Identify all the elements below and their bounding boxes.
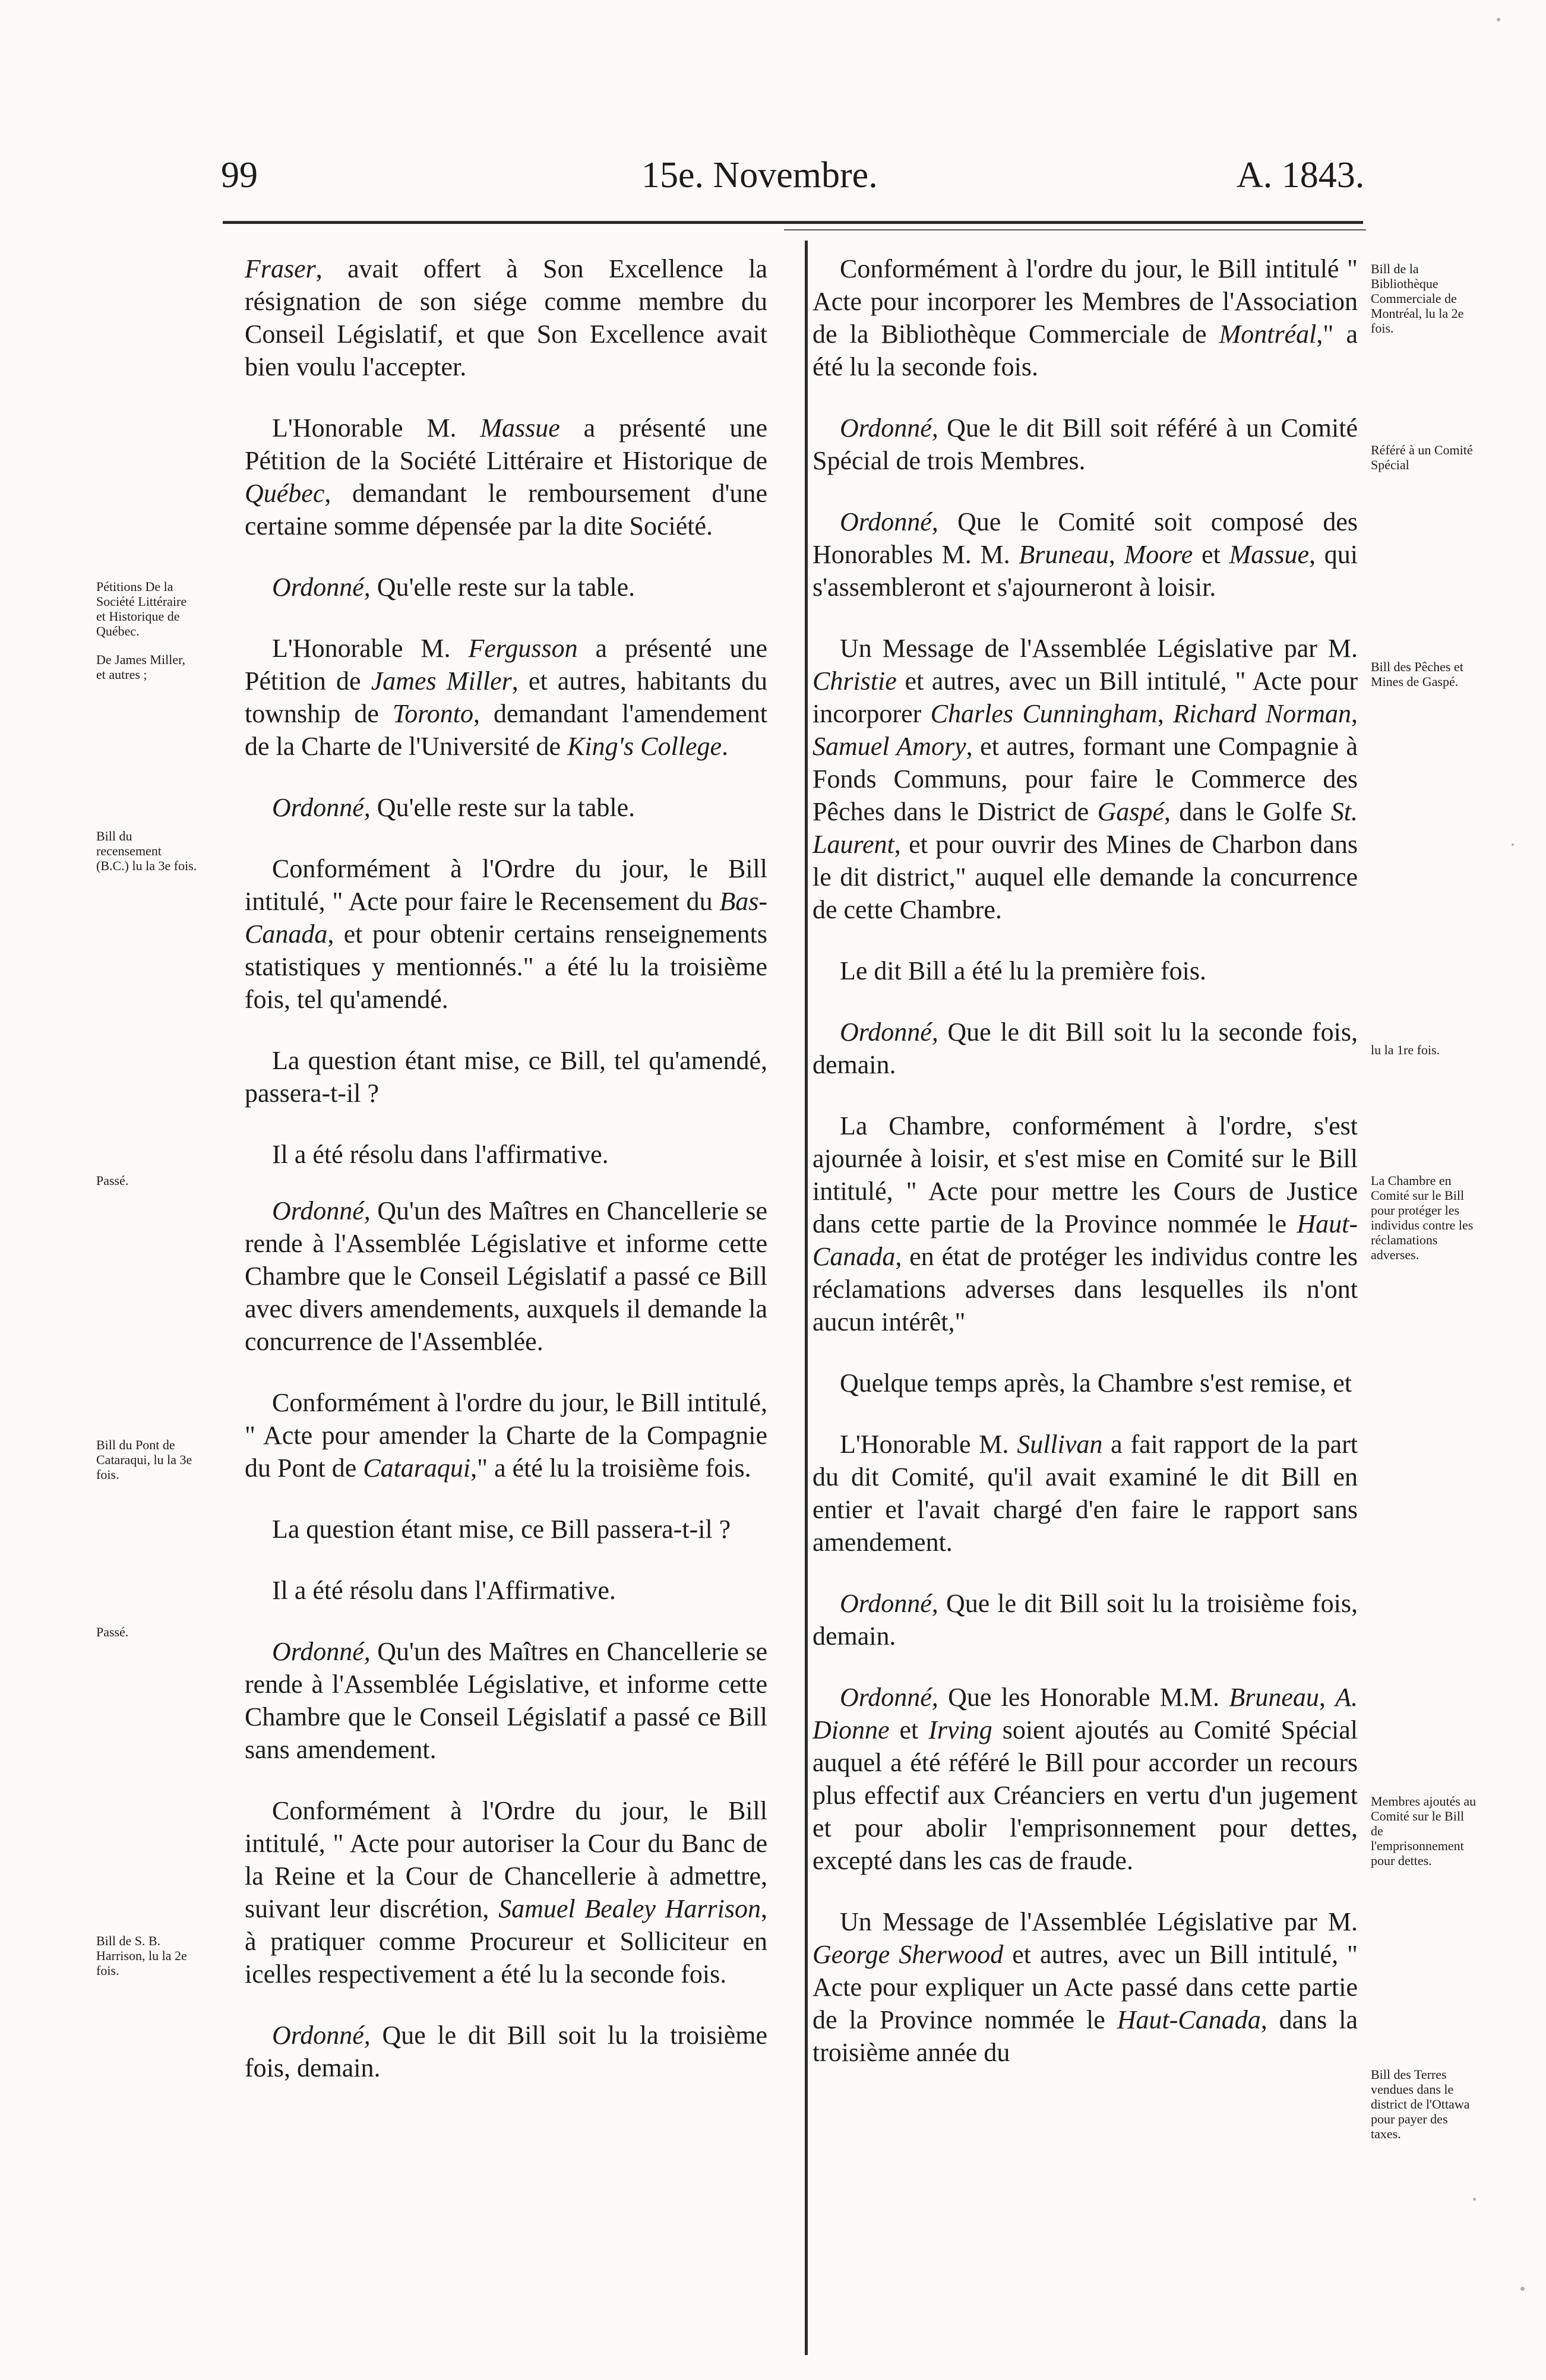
italic-text: Montréal (1219, 320, 1317, 349)
text-run: et autres, avec un Bill intitulé, " Acte pour incorporer (812, 666, 1358, 728)
italic-text: George Sherwood (812, 1940, 1004, 1969)
scan-speck (1497, 18, 1500, 21)
text-run: , demandant l'amendement de la Charte de l'Université de (245, 699, 767, 761)
text-run: , dans la troisième année du (812, 2005, 1358, 2067)
header-rule (223, 221, 1363, 224)
paragraph (245, 852, 767, 1016)
margin-note-right: Bill des Pêches et Mines de Gaspé. (1371, 659, 1463, 689)
paragraph (245, 632, 767, 763)
paragraph (245, 1194, 767, 1358)
paragraph (245, 1513, 767, 1545)
paragraph (812, 1110, 1358, 1338)
italic-text: Christie (812, 666, 897, 696)
text-run: soient ajoutés au Comité Spécial auquel a été référé le Bill pour accorder un recours plus effectif aux Créanciers en vertu d'un jugement et pour abolir l'emprisonnement pour dettes, excepté dans les cas de fraude. (812, 1715, 1358, 1875)
italic-text: Toronto (392, 699, 474, 728)
text-run: Que le dit Bill soit lu la troisième fois, demain. (812, 1589, 1358, 1651)
text-run: et autres, avec un Bill intitulé, " Acte pour expliquer un Acte passé dans cette partie de la Province nommée le (812, 1940, 1358, 2034)
margin-note-right: lu la 1re fois. (1371, 1042, 1440, 1057)
paragraph (245, 571, 767, 603)
text-run: Conformément à l'Ordre du jour, le Bill intitulé, " Acte pour faire le Recensement du (245, 854, 767, 916)
italic-text: Ordonné, (272, 573, 371, 602)
margin-note-left: Passé. (96, 1173, 129, 1188)
text-run: La question étant mise, ce Bill passera-t-il ? (272, 1515, 731, 1544)
text-run: L'Honorable M. (272, 413, 480, 443)
italic-text: King's College (567, 732, 722, 761)
text-run: a présenté une Pétition de (245, 634, 767, 696)
text-run: La question étant mise, ce Bill, tel qu'amendé, passera-t-il ? (245, 1046, 767, 1108)
italic-text: Ordonné, (840, 507, 938, 536)
text-run: et (1193, 540, 1229, 569)
paragraph (245, 252, 767, 383)
text-run: , et pour ouvrir des Mines de Charbon dans le dit district," auquel elle demande la concurrence de cette Chambre. (812, 830, 1358, 924)
italic-text: Samuel Bealey Harrison (498, 1894, 761, 1923)
text-run: Quelque temps après, la Chambre s'est remise, et (840, 1368, 1352, 1398)
text-run: , et pour obtenir certains renseignements statistiques y mentionnés." a été lu la troisième fois, tel qu'amendé. (245, 919, 767, 1014)
text-run: , dans le Golfe (1164, 797, 1331, 826)
scan-speck (1473, 2198, 1476, 2201)
paragraph (245, 1138, 767, 1171)
text-run: ," a été lu la seconde fois. (812, 320, 1358, 381)
text-run: , à pratiquer comme Procureur et Solliciteur en icelles respectivement a été lu la seconde fois. (245, 1894, 768, 1989)
text-run: , demandant le remboursement d'une certaine somme dépensée par la dite Société. (245, 479, 767, 541)
text-run: Que le Comité soit composé des Honorables M. M. (812, 507, 1358, 569)
margin-note-left: Bill du Pont de Cataraqui, lu la 3e fois. (96, 1437, 192, 1482)
italic-text: Ordonné, (272, 1637, 371, 1666)
italic-text: Massue (1229, 540, 1310, 569)
text-run: , et autres, habitants du township de (245, 666, 767, 728)
text-run: Qu'elle reste sur la table. (370, 793, 636, 822)
text-run: Conformément à l'ordre du jour, le Bill intitulé, " Acte pour amender la Charte de la Compagnie du Pont de (245, 1388, 767, 1483)
text-run: Il a été résolu dans l'Affirmative. (272, 1576, 616, 1605)
text-run: Conformément à l'Ordre du jour, le Bill intitulé, " Acte pour autoriser la Cour du Banc de la Reine et la Cour de Chancellerie à admettre, suivant leur discrétion, (245, 1796, 767, 1923)
paragraph (812, 1428, 1358, 1559)
paragraph (812, 1587, 1358, 1652)
italic-text: Bruneau (1229, 1683, 1319, 1712)
margin-note-left: Pétitions De la Société Littéraire et Historique de Québec. (96, 579, 187, 639)
paragraph (245, 1574, 767, 1607)
margin-note-left: Bill du recensement (B.C.) lu la 3e fois. (96, 829, 197, 873)
italic-text: Ordonné, (272, 793, 371, 822)
margin-note-left: De James Miller, et autres ; (96, 652, 186, 682)
text-run: , et autres, formant une Compagnie à Fonds Communs, pour faire le Commerce des Pêches dans le District de (812, 732, 1358, 826)
paragraph (245, 1794, 767, 1990)
paragraph (812, 1367, 1358, 1399)
italic-text: Cataraqui (363, 1453, 471, 1483)
text-run: Que les Honorable M.M. (938, 1683, 1229, 1712)
margin-note-right: Bill de la Bibliothèque Commerciale de Montréal, lu la 2e fois. (1371, 261, 1464, 336)
italic-text: Ordonné, (840, 1683, 938, 1712)
left-column (245, 252, 767, 2108)
text-run: Qu'un des Maîtres en Chancellerie se rende à l'Assemblée Législative, et informe cette Chambre que le Conseil Législatif a passé ce Bill sans amendement. (245, 1637, 767, 1764)
text-run: Un Message de l'Assemblée Législative par M. (840, 1907, 1358, 1936)
margin-note-right: Membres ajoutés au Comité sur le Bill de l'emprisonnement pour dettes. (1371, 1794, 1477, 1868)
italic-text: James Miller (371, 666, 512, 696)
header-date: 15e. Novembre. (641, 155, 878, 195)
italic-text: Irving (928, 1715, 992, 1744)
paragraph (245, 1044, 767, 1110)
text-run: Conformément à l'ordre du jour, le Bill intitulé " Acte pour incorporer les Membres de l'Association de la Bibliothèque Commerciale de (812, 254, 1358, 349)
italic-text: Gaspé (1097, 797, 1164, 826)
column-divider (805, 241, 808, 2355)
italic-text: Moore (1124, 540, 1193, 569)
italic-text: Ordonné, (840, 413, 938, 443)
text-run: , avait offert à Son Excellence la résignation de son siége comme membre du Conseil Législatif, et que Son Excellence avait bien voulu l'accepter. (245, 254, 767, 381)
italic-text: Ordonné, (272, 2021, 371, 2050)
text-run: . (722, 732, 729, 761)
scan-speck (1520, 2287, 1525, 2291)
text-run: Le dit Bill a été lu la première fois. (840, 956, 1207, 985)
italic-text: Bas-Canada (245, 887, 767, 949)
text-run: Qu'elle reste sur la table. (370, 573, 636, 602)
italic-text: Richard Norman (1173, 699, 1352, 728)
scan-speck (1512, 843, 1514, 846)
paragraph (245, 1386, 767, 1484)
text-run: Que le dit Bill soit lu la seconde fois, demain. (812, 1017, 1358, 1079)
header-rule-thin (784, 229, 1366, 230)
paragraph (812, 1681, 1358, 1877)
italic-text: Bruneau (1019, 540, 1109, 569)
text-run: Un Message de l'Assemblée Législative par M. (840, 634, 1358, 663)
text-run: , (1319, 1683, 1336, 1712)
text-run: , (1108, 540, 1124, 569)
text-run: Il a été résolu dans l'affirmative. (272, 1140, 609, 1169)
text-run: , qui s'assembleront et s'ajourneront à loisir. (812, 540, 1358, 602)
margin-note-left: Passé. (96, 1624, 129, 1639)
page-number: 99 (221, 155, 258, 195)
page-header (0, 151, 1546, 205)
italic-text: Ordonné, (840, 1589, 938, 1618)
paragraph (245, 791, 767, 824)
margin-note-right: Bill des Terres vendues dans le district de l'Ottawa pour payer des taxes. (1371, 2067, 1470, 2141)
italic-text: St. Laurent (812, 797, 1358, 859)
paragraph (812, 505, 1358, 603)
text-run: a présenté une Pétition de la Société Littéraire et Historique de (245, 413, 768, 475)
italic-text: Sullivan (1017, 1430, 1103, 1459)
paragraph (245, 2019, 767, 2084)
paragraph (812, 1016, 1358, 1081)
italic-text: Ordonné, (272, 1196, 371, 1225)
text-run: , (1351, 699, 1358, 728)
text-run: Que le dit Bill soit référé à un Comité Spécial de trois Membres. (812, 413, 1358, 475)
text-run: a fait rapport de la part du dit Comité, qu'il avait examiné le dit Bill en entier et l'avait chargé d'en faire le rapport sans amendement. (812, 1430, 1358, 1557)
header-year: A. 1843. (1237, 155, 1365, 195)
text-run: Que le dit Bill soit lu la troisième fois, demain. (245, 2021, 767, 2082)
text-run: , en état de protéger les individus contre les réclamations adverses dans lesquelles ils n'ont aucun intérêt," (812, 1242, 1358, 1336)
italic-text: Ordonné, (840, 1017, 938, 1047)
italic-text: Fraser (245, 254, 316, 283)
paragraph (245, 1635, 767, 1766)
italic-text: Haut-Canada (812, 1209, 1358, 1271)
italic-text: Samuel Amory (812, 732, 966, 761)
italic-text: A. Dionne (812, 1683, 1358, 1744)
paragraph (245, 412, 767, 542)
text-run: , (1157, 699, 1174, 728)
paragraph (812, 252, 1358, 383)
margin-note-left: Bill de S. B. Harrison, lu la 2e fois. (96, 1933, 187, 1978)
paragraph (812, 1905, 1358, 2069)
italic-text: Fergusson (468, 634, 578, 663)
text-run: La Chambre, conformément à l'ordre, s'est ajournée à loisir, et s'est mise en Comité sur le Bill intitulé, " Acte pour mettre les Cours de Justice dans cette partie de la Province nommée le (812, 1111, 1358, 1238)
right-column (812, 252, 1358, 2093)
text-run: et (889, 1715, 929, 1744)
italic-text: Massue (480, 413, 560, 443)
paragraph (812, 632, 1358, 926)
text-run: Qu'un des Maîtres en Chancellerie se rende à l'Assemblée Législative et informe cette Chambre que le Conseil Législatif a passé ce Bill avec divers amendements, auxquels il demande la concurrence de l'Assemblée. (245, 1196, 767, 1356)
text-run: L'Honorable M. (272, 634, 469, 663)
italic-text: Haut-Canada (1117, 2005, 1261, 2034)
italic-text: Charles Cunningham (930, 699, 1158, 728)
margin-note-right: Référé à un Comité Spécial (1371, 443, 1473, 472)
paragraph (812, 954, 1358, 987)
paragraph (812, 412, 1358, 477)
margin-note-right: La Chambre en Comité sur le Bill pour protéger les individus contre les réclamations adverses. (1371, 1173, 1474, 1262)
text-run: L'Honorable M. (840, 1430, 1017, 1459)
text-run: ," a été lu la troisième fois. (470, 1453, 751, 1483)
italic-text: Québec (245, 479, 325, 508)
